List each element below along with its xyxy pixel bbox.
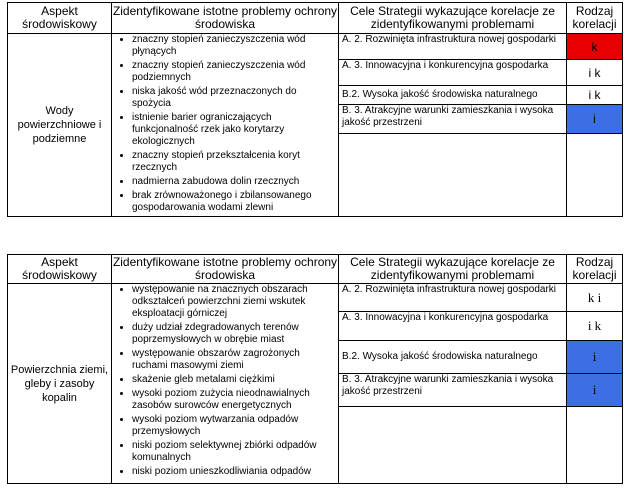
header-aspect: Aspekt środowiskowy [8, 3, 112, 34]
problem-item: • niska jakość wód przeznaczonych do spożycia [132, 86, 336, 110]
goal-cell: B. 3. Atrakcyjne warunki zamieszkania i wysoka jakość przestrzeni [339, 105, 567, 134]
correlation-kind: i [567, 341, 623, 374]
problem-item: • nadmierna zabudowa dolin rzecznych [132, 176, 336, 188]
correlation-table-soil [7, 254, 623, 484]
aspect-cell: Powierzchnia ziemi, gleby i zasoby kopalin [8, 284, 112, 484]
correlation-kind: i [567, 105, 623, 134]
header-problems: Zidentyfikowane istotne problemy ochrony środowiska [112, 3, 339, 34]
problem-item: • znaczny stopień przekształcenia koryt rzecznych [132, 150, 336, 174]
correlation-kind: i k [567, 60, 623, 86]
correlation-kind: k i [567, 284, 623, 312]
empty-cell [339, 134, 567, 217]
problem-item: • znaczny stopień zanieczyszczenia wód płynących [132, 34, 336, 58]
empty-cell [567, 134, 623, 217]
problem-item: • znaczny stopień zanieczyszczenia wód podziemnych [132, 60, 336, 84]
problem-item: • niski poziom unieszkodliwiania odpadów [132, 466, 336, 478]
goal-cell: B.2. Wysoka jakość środowiska naturalnego [339, 86, 567, 105]
goal-cell: A. 2. Rozwinięta infrastruktura nowej gospodarki [339, 284, 567, 312]
correlation-kind: i k [567, 86, 623, 105]
problems-list [112, 284, 338, 478]
goal-cell: A. 3. Innowacyjna i konkurencyjna gospodarka [339, 312, 567, 341]
problem-item: • istnienie barier ograniczających funkcjonalność rzek jako korytarzy ekologicznych [132, 112, 336, 148]
goal-cell: B. 3. Atrakcyjne warunki zamieszkania i wysoka jakość przestrzeni [339, 374, 567, 407]
header-kind: Rodzaj korelacji [567, 3, 623, 34]
header-goals: Cele Strategii wykazujące korelacje ze zidentyfikowanymi problemami [339, 255, 567, 284]
goal-cell: A. 2. Rozwinięta infrastruktura nowej gospodarki [339, 34, 567, 60]
aspect-cell: Wody powierzchniowe i podziemne [8, 34, 112, 217]
header-goals: Cele Strategii wykazujące korelacje ze zidentyfikowanymi problemami [339, 3, 567, 34]
correlation-kind: i k [567, 312, 623, 341]
problem-item: • występowanie obszarów zagrożonych ruchami masowymi ziemi [132, 348, 336, 372]
problem-item: • występowanie na znacznych obszarach odkształceń powierzchni ziemi wskutek eksploatacji górniczej [132, 284, 336, 320]
header-kind: Rodzaj korelacji [567, 255, 623, 284]
problem-item: • wysoki poziom zużycia nieodnawialnych zasobów surowców energetycznych [132, 388, 336, 412]
correlation-kind: k [567, 34, 623, 60]
header-aspect: Aspekt środowiskowy [8, 255, 112, 284]
problem-item: • duży udział zdegradowanych terenów poprzemysłowych w obrębie miast [132, 322, 336, 346]
empty-cell [567, 407, 623, 484]
problem-item: • wysoki poziom wytwarzania odpadów przemysłowych [132, 414, 336, 438]
problem-item: • brak zrównoważonego i zbilansowanego gospodarowania wodami zlewni [132, 190, 336, 214]
problems-list [112, 34, 338, 214]
goal-cell: A. 3. Innowacyjna i konkurencyjna gospodarka [339, 60, 567, 86]
problem-item: • skażenie gleb metalami ciężkimi [132, 374, 336, 386]
problem-item: • niski poziom selektywnej zbiórki odpadów komunalnych [132, 440, 336, 464]
empty-cell [339, 407, 567, 484]
correlation-table-water [7, 2, 623, 217]
correlation-kind: i [567, 374, 623, 407]
header-problems: Zidentyfikowane istotne problemy ochrony środowiska [112, 255, 338, 282]
problems-cell [112, 284, 339, 484]
goal-cell: B.2. Wysoka jakość środowiska naturalnego [339, 341, 567, 374]
problems-cell [112, 34, 339, 217]
